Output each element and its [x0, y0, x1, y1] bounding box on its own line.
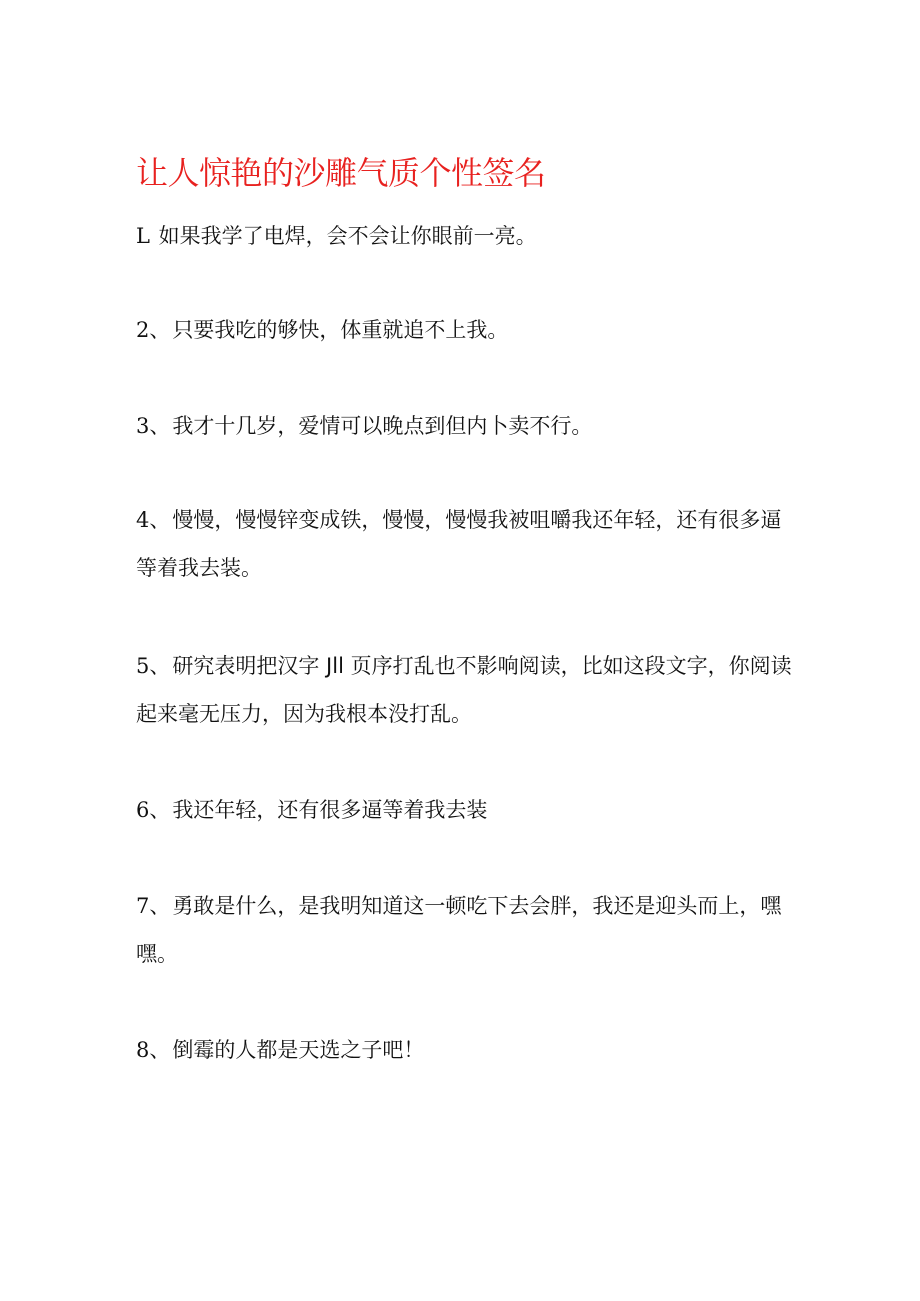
list-item [136, 306, 796, 354]
item-separator: 、 [149, 414, 171, 438]
list-item [136, 882, 796, 978]
item-number: 3 [136, 414, 150, 438]
item-text: 勇敢是什么，是我明知道这一顿吃下去会胖，我还是迎头而上，嘿嘿。 [136, 894, 782, 966]
item-separator [150, 224, 157, 248]
list-item [136, 212, 796, 260]
item-separator: 、 [149, 798, 171, 822]
item-text: 慢慢，慢慢锌变成铁，慢慢，慢慢我被咀嚼我还年轻，还有很多逼等着我去装。 [136, 508, 782, 580]
list-item [136, 496, 796, 592]
item-separator: 、 [149, 894, 171, 918]
item-separator: 、 [149, 654, 171, 678]
document-title: 让人惊艳的沙雕气质个性签名 [136, 154, 546, 192]
item-text: 只要我吃的够快，体重就追不上我。 [172, 318, 509, 342]
item-text: 倒霉的人都是天选之子吧！ [172, 1038, 425, 1062]
item-number: 7 [136, 894, 150, 918]
item-number: L [136, 224, 150, 248]
item-separator: 、 [149, 508, 171, 532]
item-number: 8 [136, 1038, 150, 1062]
list-item [136, 786, 796, 834]
item-text: 我还年轻，还有很多逼等着我去装 [172, 798, 488, 822]
list-item [136, 1026, 796, 1074]
item-text: 研究表明把汉字 Jll 页序打乱也不影响阅读，比如这段文字，你阅读起来毫无压力，因为我根本没打乱。 [136, 654, 792, 726]
item-number: 5 [136, 654, 150, 678]
item-separator: 、 [149, 1038, 171, 1062]
item-text: 如果我学了电焊，会不会让你眼前一亮。 [158, 224, 537, 248]
item-number: 2 [136, 318, 150, 342]
list-item [136, 402, 796, 450]
item-text: 我才十几岁，爱情可以晚点到但内卜卖不行。 [172, 414, 593, 438]
item-number: 4 [136, 508, 150, 532]
item-number: 6 [136, 798, 150, 822]
list-item [136, 642, 796, 738]
item-separator: 、 [149, 318, 171, 342]
